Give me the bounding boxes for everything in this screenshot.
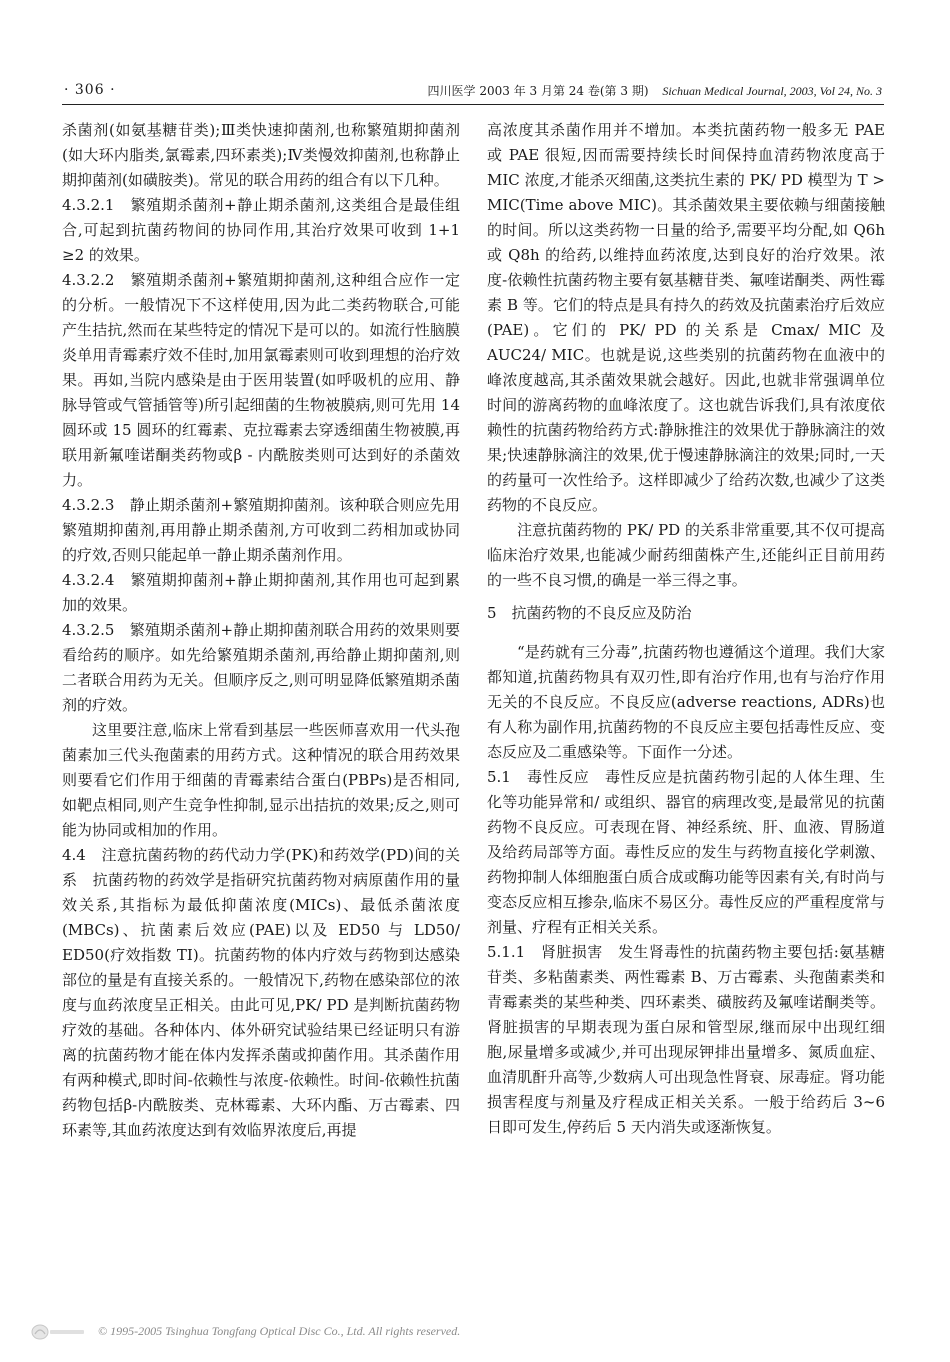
header-rule <box>62 104 884 105</box>
paragraph: 4.3.2.3 静止期杀菌剂+繁殖期抑菌剂。该种联合则应先用繁殖期抑菌剂,再用静止期杀菌剂,方可收到二药相加或协同的疗效,否则只能起单一静止期杀菌剂作用。 <box>62 496 460 564</box>
copyright-notice: © 1995-2005 Tsinghua Tongfang Optical Disc Co., Ltd. All rights reserved. <box>98 1324 461 1338</box>
journal-title-en: Sichuan Medical Journal, 2003, Vol 24, No. 3 <box>662 84 882 98</box>
journal-info <box>428 82 882 99</box>
paragraph: 杀菌剂(如氨基糖苷类);Ⅲ类快速抑菌剂,也称繁殖期抑菌剂(如大环内脂类,氯霉素,四环素类);Ⅳ类慢效抑菌剂,也称静止期抑菌剂(如磺胺类)。常见的联合用药的组合有以下几种。 <box>62 121 460 189</box>
paragraph: 高浓度其杀菌作用并不增加。本类抗菌药物一般多无 PAE 或 PAE 很短,因而需要持续长时间保持血清药物浓度高于 MIC 浓度,才能杀灭细菌,这类抗生素的 PK/ PD 模型为 T > MIC(Time above MIC)。其杀菌效果主要依赖与细菌接触的时间。所以这类药物一日量的给予,需要平均分配,如 Q6h 或 Q8h 的给药,以维持血药浓度,达到良好的治疗效果。浓度-依赖性抗菌药物主要有氨基糖苷类、氟喹诺酮类、两性霉素 B 等。它们的特点是具有持久的药效及抗菌素治疗后效应(PAE)。它们的 PK/ PD 的关系是 Cmax/ MIC 及 AUC24/ MIC。也就是说,这些类别的抗菌药物在血液中的峰浓度越高,其杀菌效果就会越好。因此,也就非常强调单位时间的游离药物的血峰浓度了。这也就告诉我们,具有浓度依赖性的抗菌药物给药方式:静脉推注的效果优于静脉滴注的效果;快速静脉滴注的效果,优于慢速静脉滴注的效果;同时,一天的药量可一次性给予。这样即减少了给药次数,也减少了这类药物的不良反应。 <box>487 121 885 514</box>
page-number: · 306 · <box>64 82 116 98</box>
paragraph: 4.3.2.4 繁殖期抑菌剂+静止期抑菌剂,其作用也可起到累加的效果。 <box>62 571 460 614</box>
page-footer <box>30 1322 630 1344</box>
paragraph: 4.3.2.2 繁殖期杀菌剂+繁殖期抑菌剂,这种组合应作一定的分析。一般情况下不这样使用,因为此二类药物联合,可能产生拮抗,然而在某些特定的情况下是可以的。如流行性脑膜炎单用青霉素疗效不佳时,加用氯霉素则可收到理想的治疗效果。再如,当院内感染是由于医用装置(如呼吸机的应用、静脉导管或气管插管等)所引起细菌的生物被膜病,则可先用 14 圆环或 15 圆环的红霉素、克拉霉素去穿透细菌生物被膜,再联用新氟喹诺酮类药物或β - 内酰胺类则可达到好的杀菌效力。 <box>62 271 460 489</box>
paragraph: 注意抗菌药物的 PK/ PD 的关系非常重要,其不仅可提高临床治疗效果,也能减少耐药细菌株产生,还能纠正目前用药的一些不良习惯,的确是一举三得之事。 <box>487 521 885 589</box>
paragraph: 这里要注意,临床上常看到基层一些医师喜欢用一代头孢菌素加三代头孢菌素的用药方式。这种情况的联合用药效果则要看它们作用于细菌的青霉素结合蛋白(PBPs)是否相同,如靶点相同,则产生竞争性抑制,显示出拮抗的效果;反之,则可能为协同或相加的作用。 <box>62 721 460 839</box>
left-column <box>62 118 460 1143</box>
paragraph: 4.3.2.1 繁殖期杀菌剂+静止期杀菌剂,这类组合是最佳组合,可起到抗菌药物间的协同作用,其治疗效果可收到 1+1 ≥2 的效果。 <box>62 196 460 264</box>
paragraph: 4.3.2.5 繁殖期杀菌剂+静止期抑菌剂联合用药的效果则要看给药的顺序。如先给繁殖期杀菌剂,再给静止期抑菌剂,则二者联合用药为无关。但顺序反之,则可明显降低繁殖期杀菌剂的疗效。 <box>62 621 460 714</box>
paragraph: 5.1 毒性反应 毒性反应是抗菌药物引起的人体生理、生化等功能异常和/ 或组织、器官的病理改变,是最常见的抗菌药物不良反应。可表现在肾、神经系统、肝、血液、胃肠道及给药局部等方面。毒性反应的发生与药物直接化学刺激、药物抑制人体细胞蛋白质合成或酶功能等因素有关,有时尚与变态反应相互掺杂,临床不易区分。毒性反应的严重程度常与剂量、疗程有正相关关系。 <box>487 768 885 936</box>
paragraph: 5.1.1 肾脏损害 发生肾毒性的抗菌药物主要包括:氨基糖苷类、多粘菌素类、两性霉素 B、万古霉素、头孢菌素类和青霉素类的某些种类、四环素类、磺胺药及氟喹诺酮类等。肾脏损害的早期表现为蛋白尿和管型尿,继而尿中出现红细胞,尿量增多或减少,并可出现尿钾排出量增多、氮质血症、血清肌酐升高等,少数病人可出现急性肾衰、尿毒症。肾功能损害程度与剂量及疗程成正相关关系。一般于给药后 3~6 日即可发生,停药后 5 天内消失或逐渐恢复。 <box>487 943 885 1136</box>
page-header <box>62 80 882 104</box>
paragraph: 4.4 注意抗菌药物的药代动力学(PK)和药效学(PD)间的关系 抗菌药物的药效学是指研究抗菌药物对病原菌作用的量效关系,其指标为最低抑菌浓度(MICs)、最低杀菌浓度(MBCs)、抗菌素后效应(PAE)以及 ED50 与 LD50/ ED50(疗效指数 TI)。抗菌药物的体内疗效与药物到达感染部位的量是有直接关系的。一般情况下,药物在感染部位的浓度与血药浓度呈正相关。由此可见,PK/ PD 是判断抗菌药物疗效的基础。各种体内、体外研究试验结果已经证明只有游离的抗菌药物才能在体内发挥杀菌或抑菌作用。其杀菌作用有两种模式,即时间-依赖性与浓度-依赖性。时间-依赖性抗菌药物包括β-内酰胺类、克林霉素、大环内酯、万古霉素、四环素等,其血药浓度达到有效临界浓度后,再提 <box>62 846 460 1139</box>
section-heading: 5 抗菌药物的不良反应及防治 <box>487 604 692 622</box>
journal-title-cn: 四川医学 2003 年 3 月第 24 卷(第 3 期) <box>427 84 649 98</box>
paragraph: “是药就有三分毒”,抗菌药物也遵循这个道理。我们大家都知道,抗菌药物具有双刃性,即有治疗作用,也有与治疗作用无关的不良反应。不良反应(adverse reactions, ADRs)也有人称为副作用,抗菌药物的不良反应主要包括毒性反应、变态反应及二重感染等。下面作一分述。 <box>487 643 885 761</box>
right-column <box>487 118 885 1140</box>
publisher-logo-icon <box>30 1322 86 1342</box>
